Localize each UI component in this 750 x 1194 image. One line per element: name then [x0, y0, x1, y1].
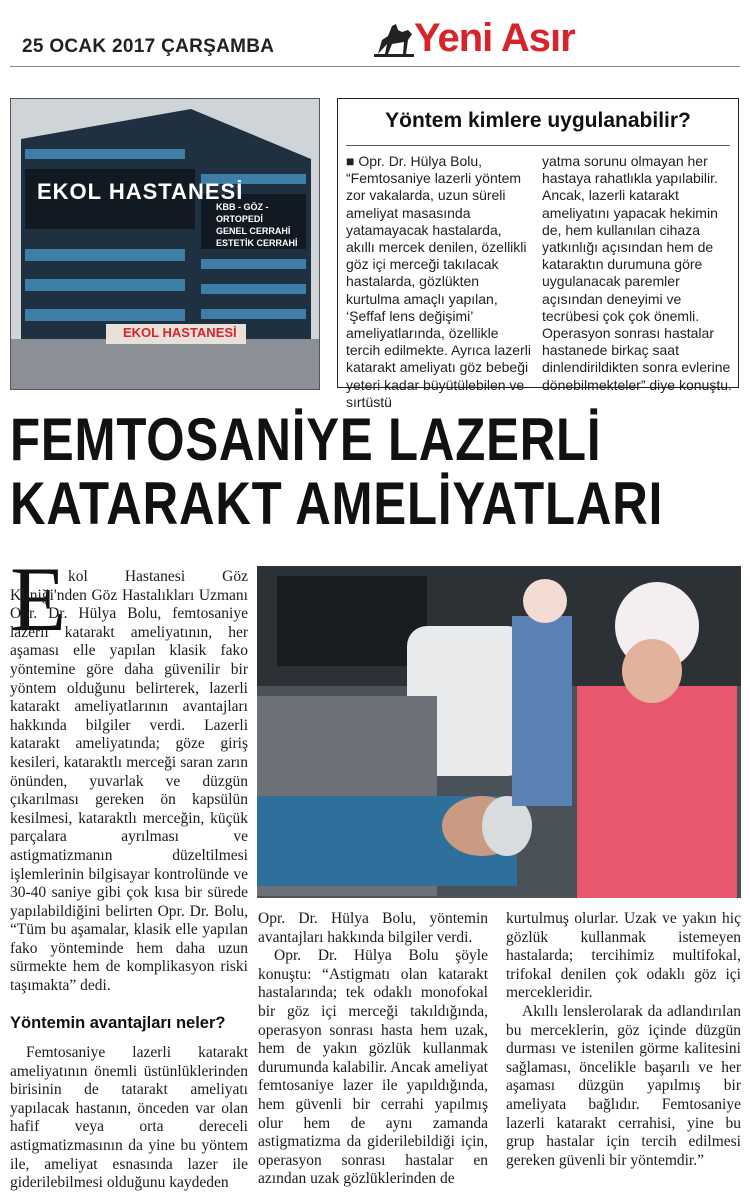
headline-line-2: KATARAKT AMELİYATLARI — [10, 470, 664, 537]
box-title: Yöntem kimlere uygulanabilir? — [385, 109, 691, 132]
article-column-3 — [506, 910, 741, 1170]
headline-line-1: FEMTOSANİYE LAZERLİ — [10, 406, 602, 473]
surgery-illustration — [257, 566, 741, 898]
paragraph: Femtosaniye lazerli katarakt ameliyatının önemli üstünlüklerinden birisinin de tatarakt ameliyatı yapılacak hastanın, önceden var olan hafif veya orta dereceli astigmatizmasının da yine bu yöntem ile, ameliyat esnasında lazer ile giderilebilmesi olduğunu kaydeden — [10, 1044, 248, 1192]
operating-room-photo — [257, 566, 741, 898]
sign-line: GENEL CERRAHİ — [216, 226, 291, 236]
box-divider — [346, 145, 730, 146]
header-rule — [10, 66, 740, 67]
info-box — [337, 98, 739, 410]
paragraph: Opr. Dr. Hülya Bolu şöyle konuştu: “Astigmatı olan katarakt hastalarında; tek odaklı monofokal bir göz içi merceği takıldığında, operasyon sonrası hasta hem uzak, hem de yakın gözlük kullanmak durumunda kalabilir. Ancak ameliyat femtosaniye lazer ile yapıldığında, hem güvenli bir cerrahi yapılmış olur hem de aynı zamanda astigmatizma da giderilebildiği için, operasyon sonrası hastalar en azından uzak gözlüklerinden de — [258, 947, 488, 1188]
building-sign-main: EKOL HASTANESİ — [37, 179, 244, 204]
horseman-logo-icon — [372, 14, 416, 60]
box-column-right: yatma sorunu olmayan her hastaya rahatlıkla yapılabilir. Ancak, lazerli katarakt ameliyatını yapacak hekimin de, hem kullanılan cihaza yatkınlığı açısından hem de kataraktın durumuna göre uygulanacak paremler açısından deneyimi ve tecrübesi çok çok önemli. Operasyon sonrası hastalar hastanede birkaç saat dinlendirildikten sonra evlerine dönebilmekteler” diye konuştu. — [542, 153, 732, 393]
article-column-2 — [258, 910, 488, 1189]
lead-paragraph: kol Hastanesi Göz Kliniği'nden Göz Hastalıkları Uzmanı Opr. Dr. Hülya Bolu, femtosaniye lazerli katarakt ameliyatının, her aşaması elle yapılan klasik fako yöntemine göre daha güvenilir bir yöntem olduğunu belirterek, lazerli katarakt ameliyatlarının avantajları hakkında bilgiler verdi. Lazerli katarakt ameliyatında; göze giriş kesileri, kataraktlı merceği saran zarın önünden, yuvarlak ve düzgün çıkarılması gereken ön kapsülün kesilmesi, kataraktlı merceğin, küçük parçalara ayrılması ve astigmatizmanın düzeltilmesi işlemlerinin bilgisayar kontrolünde ve 30-40 saniye gibi çok kısa bir sürede yapılabildiğini belirten Opr. Dr. Bolu, “Tüm bu aşamalar, klasik elle yapılan fako yönteminde hem daha uzun sürmekte hem de komplikasyon riski taşımakta” dedi. — [10, 568, 248, 995]
sign-line: ESTETİK CERRAHİ — [216, 238, 298, 248]
sign-line: KBB - GÖZ - ORTOPEDİ — [216, 202, 269, 224]
masthead-logo — [372, 14, 622, 64]
building-sign-lower: EKOL HASTANESİ — [123, 325, 237, 340]
building-sign-side — [216, 201, 306, 249]
article-column-1-continued — [10, 1044, 248, 1193]
article-lead — [10, 568, 248, 996]
drop-cap: E — [10, 548, 67, 650]
paragraph: Opr. Dr. Hülya Bolu, yöntemin avantajları hakkında bilgiler verdi. — [258, 910, 488, 946]
masthead-name: Yeni Asır — [414, 16, 575, 60]
headline — [10, 408, 740, 536]
hospital-building-photo — [10, 98, 320, 390]
publication-date: 25 OCAK 2017 ÇARŞAMBA — [22, 36, 275, 57]
paragraph: Akıllı lenslerolarak da adlandırılan bu merceklerin, göz içinde düzgün durması ve istenilen görme kalitesini sağlaması, öncelikle başarılı ve her aşaması düzgün yapılmış bir ameliyata bağlıdır. Femtosaniye lazerli katarakt cerrahisi, yine bu grup hastalar için tercih edilmesi gereken güvenli bir yöntemdir.” — [506, 1002, 741, 1169]
subheading-advantages: Yöntemin avantajları neler? — [10, 1014, 226, 1032]
box-column-left: ■ Opr. Dr. Hülya Bolu, “Femtosaniye lazerli yöntem zor vakalarda, uzun süreli ameliyat masasında yatamayacak hastalarda, akıllı mercek denilen, özellikli göz içi merceği takılacak hastalarda, gözlükten kurtulma amaçlı yapılan, ‘Şeffaf lens değişimi’ ameliyatlarında, özellikle tercih edilmekte. Ayrıca lazerli katarakt ameliyatı göz bebeği yeteri kadar büyütülebilen ve sırtüstü — [346, 153, 531, 410]
paragraph: kurtulmuş olurlar. Uzak ve yakın hiç gözlük kullanmak istemeyen hastalarda; tercihimiz multifokal, trifokal denilen çok odaklı göz içi mercekleridir. — [506, 910, 741, 1002]
